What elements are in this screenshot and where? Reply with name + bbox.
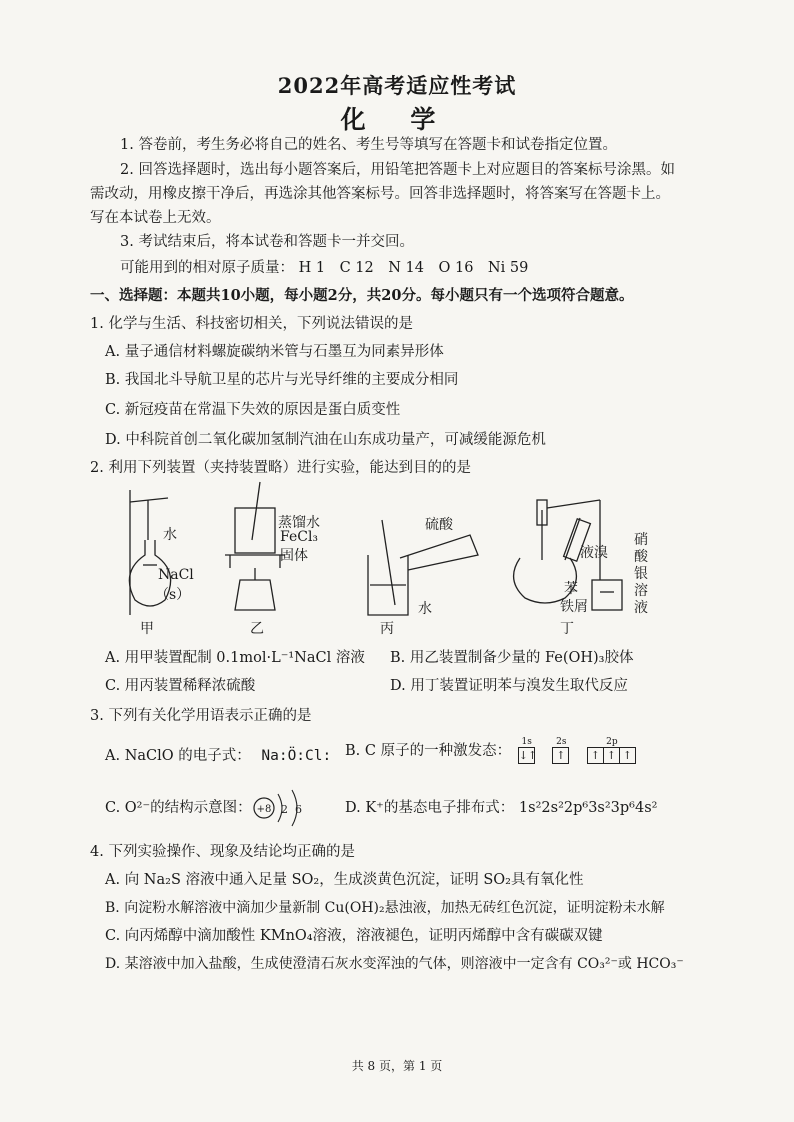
q3-electron-config: 1s²2s²2p⁶3s²3p⁶4s²: [518, 800, 658, 816]
q3-option-b-label: B. C 原子的一种激发态：: [345, 743, 512, 759]
q3-option-b: [345, 738, 636, 764]
o2-structure-diagram: [252, 786, 322, 830]
q1-option-b: B. 我国北斗导航卫星的芯片与光导纤维的主要成分相同: [105, 372, 459, 388]
q3-stem: 3. 下列有关化学用语表示正确的是: [90, 708, 312, 724]
q4-option-b: B. 向淀粉水解溶液中滴加少量新制 Cu(OH)₂悬浊液，加热无砖红色沉淀，证明淀粉未水解: [105, 900, 665, 916]
q4-option-c: C. 向丙烯醇中滴加酸性 KMnO₄溶液，溶液褪色，证明丙烯醇中含有碳碳双键: [105, 928, 603, 944]
q3-option-a: [105, 746, 331, 766]
fig-label-bromine: 液溴: [580, 545, 608, 561]
orbital-2p: 2p ↑ ↑ ↑: [588, 738, 636, 764]
fig-label-water: 水: [163, 527, 177, 543]
o2-shell-1: 2: [281, 803, 288, 816]
instruction-2-cont: 需改动，用橡皮擦干净后，再选涂其他答案标号。回答非选择题时，将答案写在答题卡上。: [90, 186, 670, 202]
atomic-masses: 可能用到的相对原子质量： H 1 C 12 N 14 O 16 Ni 59: [120, 260, 529, 276]
fig-caption-yi: 乙: [250, 621, 264, 637]
fig-label-fecl3: FeCl₃: [280, 529, 319, 545]
q1-option-a: A. 量子通信材料螺旋碳纳米管与石墨互为同素异形体: [105, 344, 444, 360]
instruction-3: 3. 考试结束后，将本试卷和答题卡一并交回。: [120, 234, 414, 250]
q2-option-d: D. 用丁装置证明苯与溴发生取代反应: [390, 678, 628, 694]
fig-caption-bing: 丙: [380, 621, 394, 637]
q3-option-c-label: C. O²⁻的结构示意图：: [105, 800, 252, 816]
q2-option-c: C. 用丙装置稀释浓硫酸: [105, 678, 256, 694]
q3-option-d: [345, 798, 657, 818]
o2-shell-2: 6: [295, 803, 302, 816]
q2-stem: 2. 利用下列装置（夹持装置略）进行实验，能达到目的的是: [90, 460, 471, 476]
fig-label-water-2: 水: [418, 601, 432, 617]
instruction-1: 1. 答卷前，考生务必将自己的姓名、考生号等填写在答题卡和试卷指定位置。: [120, 137, 617, 153]
exam-title: 2022年高考适应性考试: [277, 73, 517, 98]
q2-option-b: B. 用乙装置制备少量的 Fe(OH)₃胶体: [390, 650, 634, 666]
fig-label-sulfuric-acid: 硫酸: [425, 517, 453, 533]
q2-option-a: A. 用甲装置配制 0.1mol·L⁻¹NaCl 溶液: [105, 650, 365, 666]
q4-option-d: D. 某溶液中加入盐酸，生成使澄清石灰水变浑浊的气体，则溶液中一定含有 CO₃²⁻或 HCO₃⁻: [105, 956, 684, 972]
instruction-2: 2. 回答选择题时，选出每小题答案后，用铅笔把答题卡上对应题目的答案标号涂黑。如: [120, 162, 675, 178]
fig-label-benzene: 苯: [564, 581, 578, 597]
orbital-1s: 1s ↓↑: [518, 737, 538, 762]
q1-option-c: C. 新冠疫苗在常温下失效的原因是蛋白质变性: [105, 402, 401, 418]
fig-label-nacl-s: （s）: [155, 587, 191, 603]
q1-stem: 1. 化学与生活、科技密切相关，下列说法错误的是: [90, 316, 413, 332]
fig-caption-jia: 甲: [140, 621, 154, 637]
fig-label-agno3: 硝酸银溶液: [634, 532, 648, 616]
q4-option-a: A. 向 Na₂S 溶液中通入足量 SO₂，生成淡黄色沉淀，证明 SO₂具有氧化性: [105, 872, 584, 888]
exam-subject: 化 学: [340, 105, 454, 134]
instruction-2-end: 写在本试卷上无效。: [90, 210, 221, 226]
orbital-2s: 2s ↑: [553, 738, 569, 764]
q1-option-d: D. 中科院首创二氧化碳加氢制汽油在山东成功量产，可减缓能源危机: [105, 432, 546, 448]
fig-caption-ding: 丁: [560, 621, 574, 637]
page-footer: 共 8 页，第 1 页: [351, 1059, 443, 1073]
fig-label-iron: 铁屑: [560, 599, 588, 615]
q3-option-a-label: A. NaClO 的电子式：: [105, 748, 251, 764]
fig-label-distilled-water: 蒸馏水: [278, 515, 320, 531]
o2-nucleus: +8: [256, 804, 272, 815]
q3-option-d-label: D. K⁺的基态电子排布式：: [345, 800, 515, 816]
fig-label-nacl: NaCl: [158, 567, 194, 583]
section-one-heading: 一、选择题：本题共10小题，每小题2分，共20分。每小题只有一个选项符合题意。: [90, 287, 634, 304]
q2-apparatus-figure: [100, 480, 660, 640]
q4-stem: 4. 下列实验操作、现象及结论均正确的是: [90, 844, 355, 860]
q3-option-c: [105, 798, 252, 818]
q3-electron-formula: Na:Ö:Cl:: [261, 748, 332, 764]
fig-label-solid: 固体: [280, 548, 308, 564]
